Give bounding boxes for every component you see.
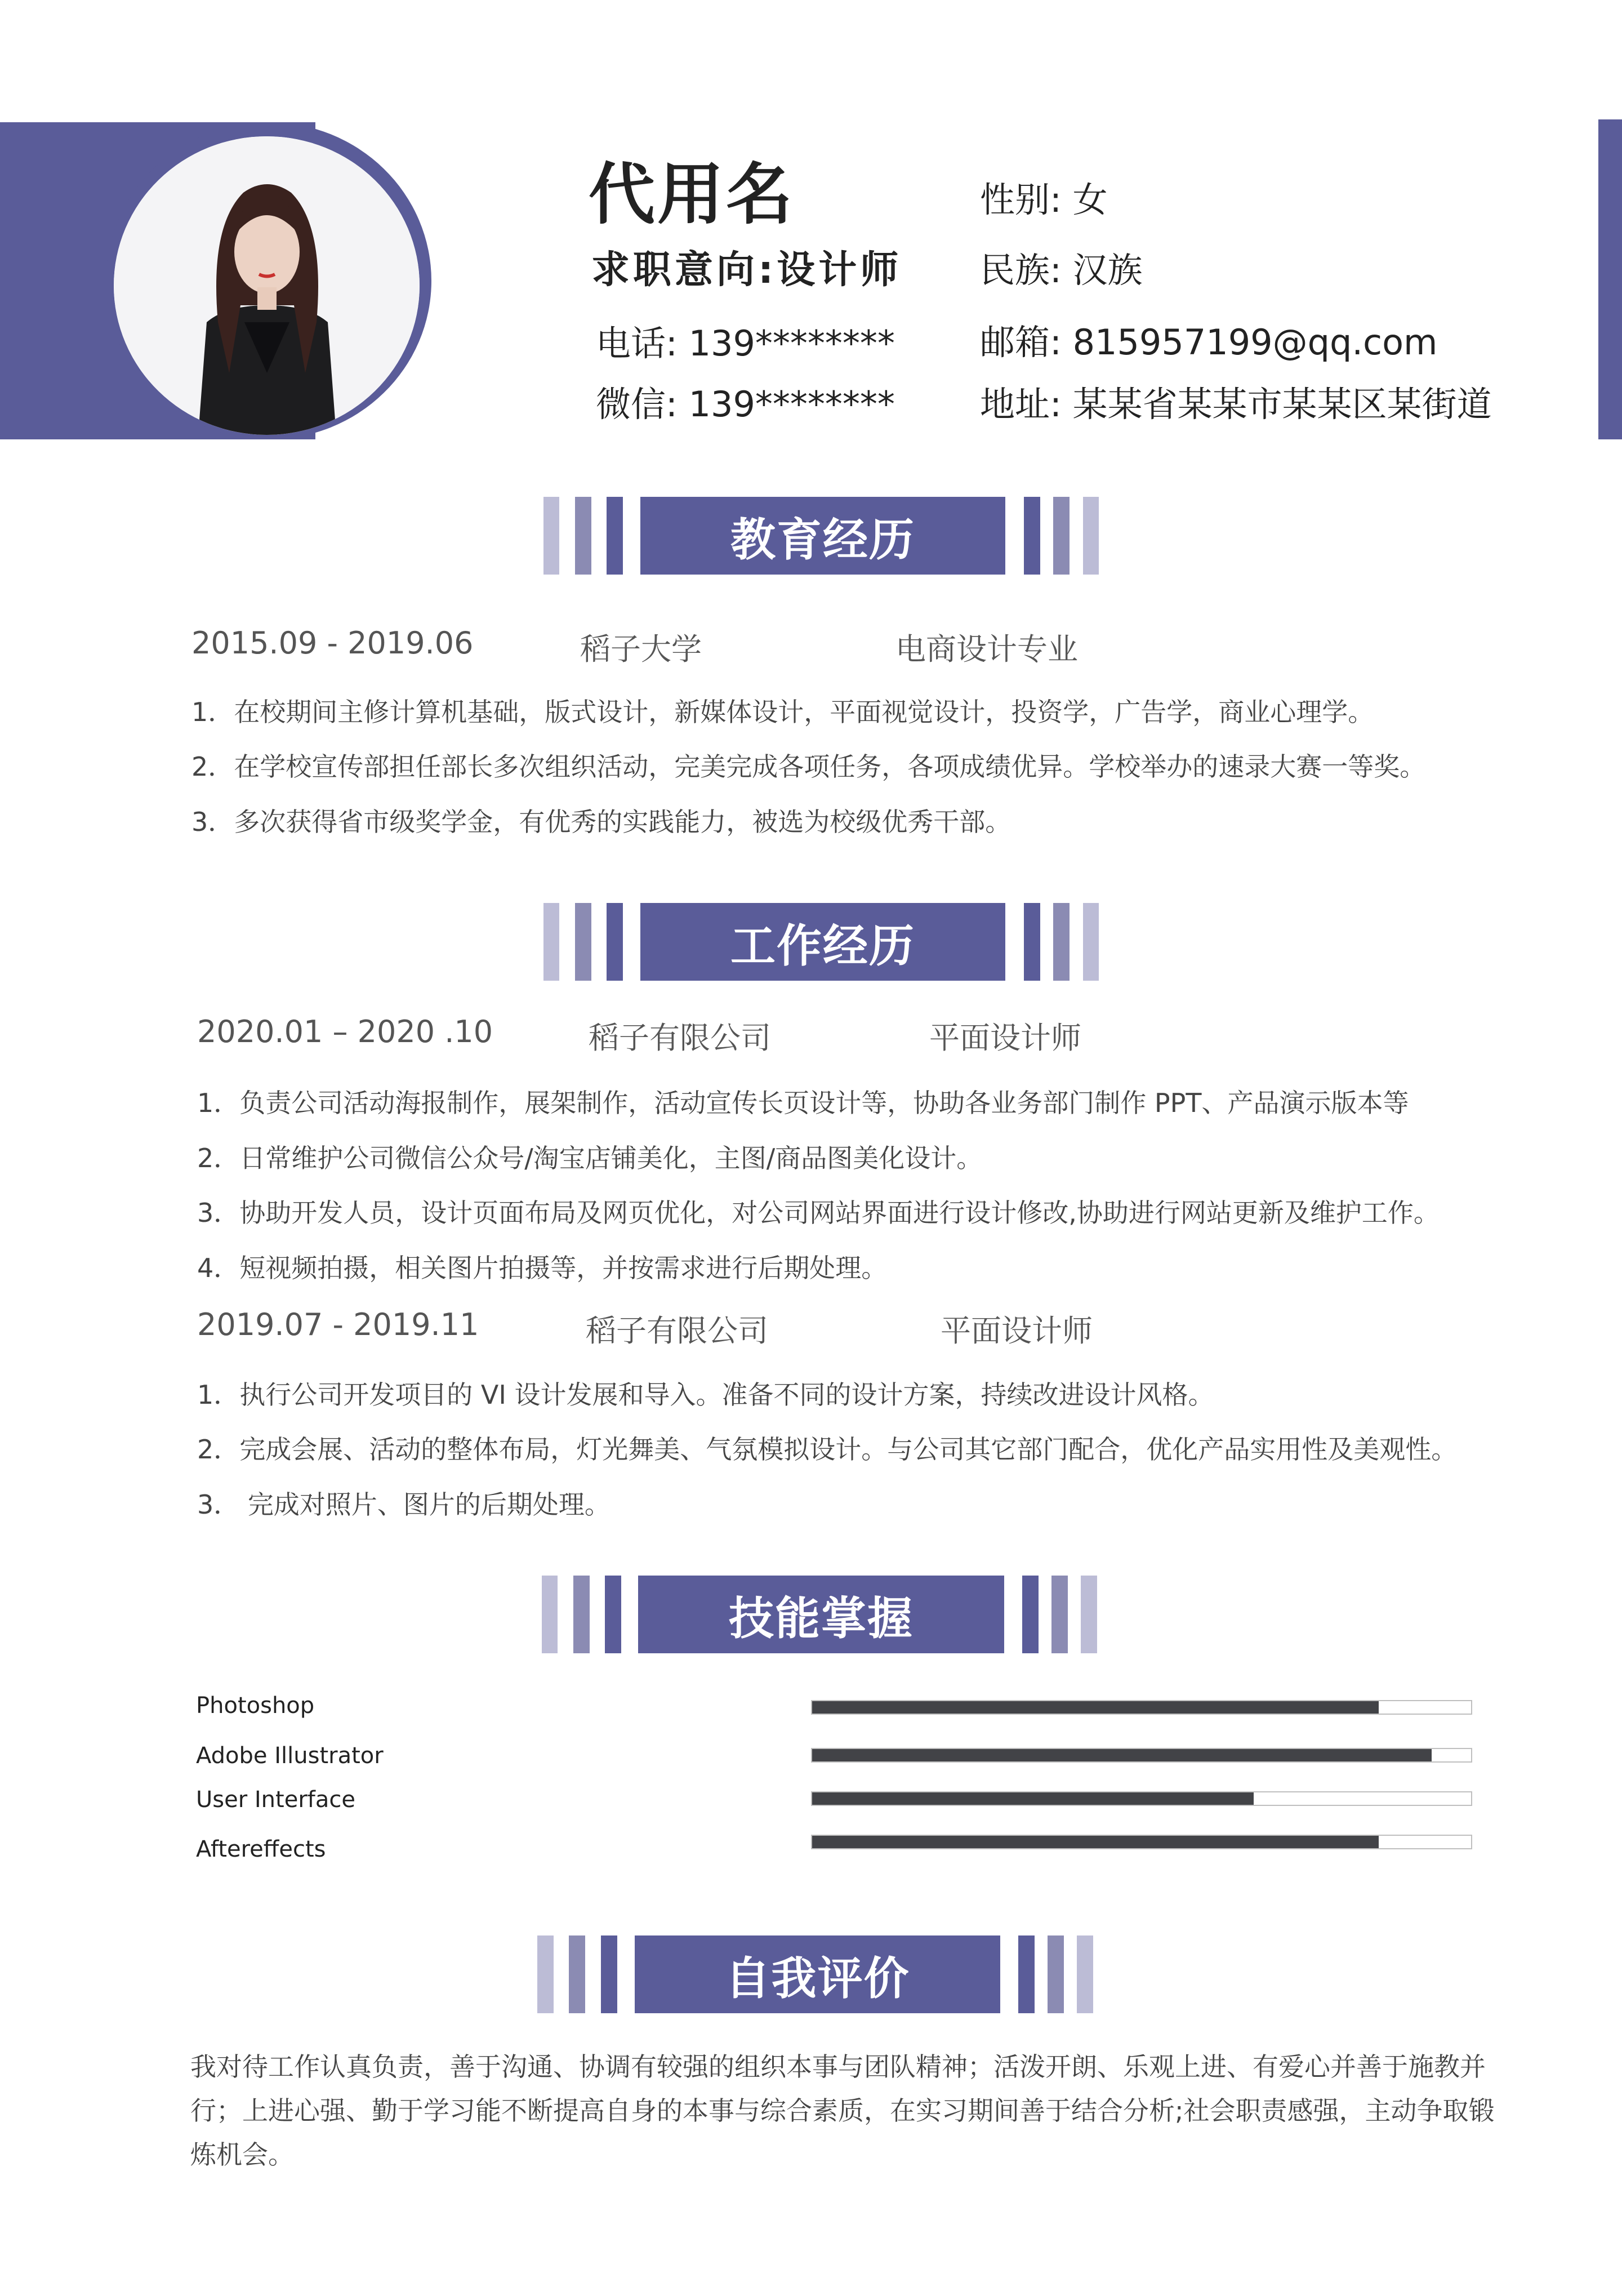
stripe-decoration (543, 903, 559, 981)
candidate-name: 代用名 (589, 155, 795, 233)
work-title: 平面设计师 (941, 1313, 1093, 1349)
stripe-decoration (1018, 1935, 1035, 2013)
skill-bar-aftereffects (811, 1835, 1472, 1849)
profile-photo (114, 136, 420, 435)
work-period: 2019.07 - 2019.11 (197, 1307, 479, 1342)
stripe-decoration (575, 497, 591, 575)
section-title: 教育经历 (640, 497, 1005, 575)
stripe-decoration (1053, 903, 1070, 981)
work-item: 2．日常维护公司微信公众号/淘宝店铺美化，主图/商品图美化设计。 (197, 1143, 983, 1173)
skill-bar-ui (811, 1791, 1472, 1806)
stripe-decoration (1081, 1576, 1097, 1653)
address: 地址: 某某省某某市某某区某街道 (980, 384, 1492, 425)
stripe-decoration (1083, 497, 1099, 575)
skill-fill (812, 1836, 1379, 1848)
stripe-decoration (1053, 497, 1070, 575)
skill-label: Adobe Illustrator (196, 1743, 384, 1769)
education-period: 2015.09 - 2019.06 (191, 625, 474, 661)
skill-fill (812, 1792, 1254, 1805)
wechat: 微信: 139******** (596, 384, 895, 425)
skill-label: Aftereffects (196, 1836, 326, 1862)
stripe-decoration (1083, 903, 1099, 981)
phone: 电话: 139******** (596, 323, 895, 364)
work-period: 2020.01 – 2020 .10 (197, 1014, 493, 1049)
job-intent: 求职意向:设计师 (591, 248, 902, 292)
education-school: 稻子大学 (580, 631, 702, 667)
section-title: 工作经历 (640, 903, 1005, 981)
skill-bar-photoshop (811, 1700, 1472, 1715)
work-item: 2．完成会展、活动的整体布局，灯光舞美、气氛模拟设计。与公司其它部门配合，优化产品实用性及美观性。 (197, 1434, 1458, 1465)
skill-label: Photoshop (196, 1693, 315, 1719)
work-item: 1．负责公司活动海报制作，展架制作，活动宣传长页设计等，协助各业务部门制作 PPT、产品演示版本等 (197, 1088, 1409, 1118)
work-company: 稻子有限公司 (586, 1313, 768, 1349)
work-title: 平面设计师 (929, 1020, 1081, 1056)
stripe-decoration (542, 1576, 558, 1653)
portrait-icon (114, 136, 420, 435)
stripe-decoration (573, 1576, 590, 1653)
stripe-decoration (1022, 1576, 1039, 1653)
stripe-decoration (1077, 1935, 1093, 2013)
stripe-decoration (1051, 1576, 1068, 1653)
work-item: 3．协助开发人员，设计页面布局及网页优化，对公司网站界面进行设计修改,协助进行网站更新及维护工作。 (197, 1198, 1440, 1228)
education-major: 电商设计专业 (895, 631, 1078, 667)
stripe-decoration (605, 1576, 621, 1653)
stripe-decoration (607, 903, 623, 981)
stripe-decoration (607, 497, 623, 575)
work-company: 稻子有限公司 (589, 1020, 771, 1056)
stripe-decoration (543, 497, 559, 575)
stripe-decoration (1024, 903, 1040, 981)
section-title: 技能掌握 (638, 1576, 1004, 1653)
work-item: 3． 完成对照片、图片的后期处理。 (197, 1489, 611, 1520)
stripe-decoration (1048, 1935, 1064, 2013)
stripe-decoration (537, 1935, 554, 2013)
education-item: 2．在学校宣传部担任部长多次组织活动，完美完成各项任务，各项成绩优异。学校举办的速录大赛一等奖。 (191, 751, 1426, 782)
header-accent-bar (1598, 119, 1622, 439)
work-item: 4．短视频拍摄，相关图片拍摄等，并按需求进行后期处理。 (197, 1253, 888, 1283)
stripe-decoration (575, 903, 591, 981)
skill-label: User Interface (196, 1787, 355, 1813)
email: 邮箱: 815957199@qq.com (980, 322, 1438, 363)
education-item: 1．在校期间主修计算机基础，版式设计，新媒体设计，平面视觉设计，投资学，广告学，商业心理学。 (191, 697, 1374, 727)
section-title: 自我评价 (635, 1935, 1000, 2013)
education-item: 3．多次获得省市级奖学金，有优秀的实践能力，被选为校级优秀干部。 (191, 807, 1011, 837)
stripe-decoration (569, 1935, 585, 2013)
stripe-decoration (601, 1935, 617, 2013)
self-evaluation-text: 我对待工作认真负责，善于沟通、协调有较强的组织本事与团队精神；活泼开朗、乐观上进、有爱心并善于施教并行；上进心强、勤于学习能不断提高自身的本事与综合素质，在实习期间善于结合分析;社会职责感强，主动争取锻炼机会。 (190, 2052, 1495, 2170)
skill-fill (812, 1701, 1379, 1714)
skill-fill (812, 1749, 1432, 1761)
ethnicity: 民族: 汉族 (980, 250, 1143, 291)
skill-bar-illustrator (811, 1748, 1472, 1763)
work-item: 1．执行公司开发项目的 VI 设计发展和导入。准备不同的设计方案，持续改进设计风格。 (197, 1380, 1214, 1410)
stripe-decoration (1024, 497, 1040, 575)
gender: 性别: 女 (980, 179, 1108, 220)
